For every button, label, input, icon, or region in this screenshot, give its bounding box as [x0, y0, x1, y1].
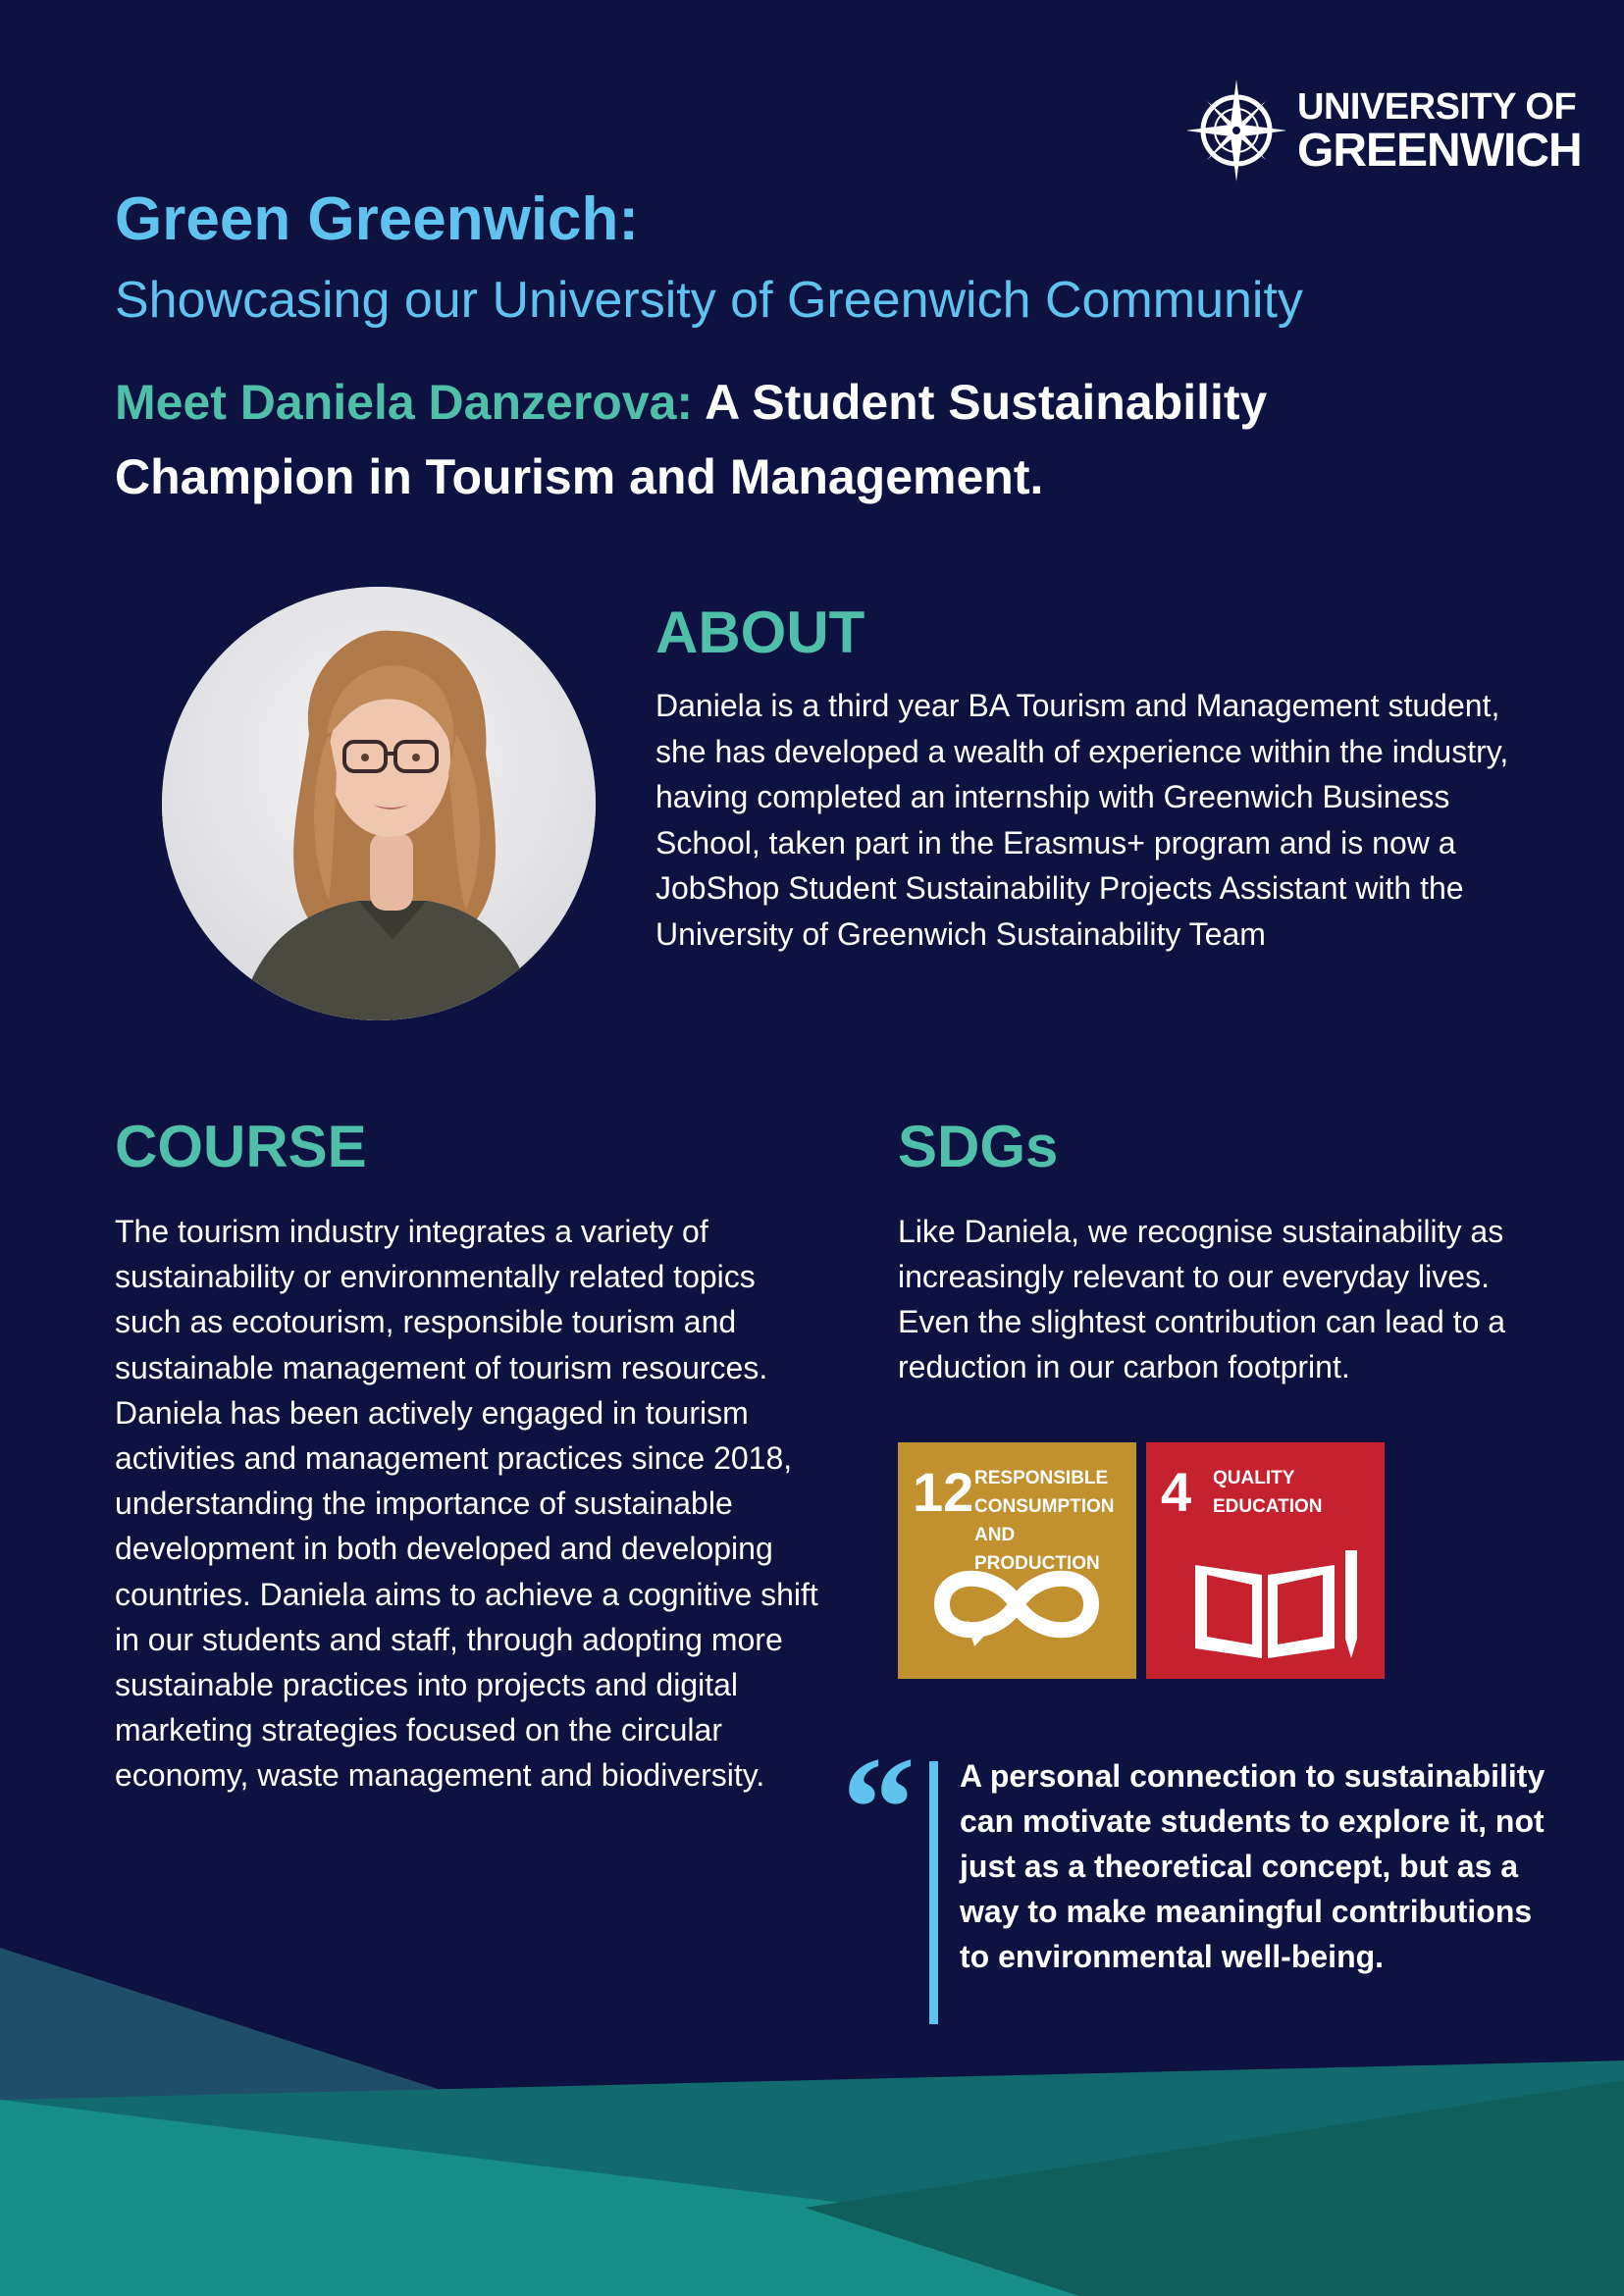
page-title: Green Greenwich:	[115, 185, 640, 253]
portrait-illustration	[162, 587, 596, 1020]
quote-mark-icon: “	[842, 1727, 916, 1890]
sdg-tile-4	[1146, 1442, 1385, 1679]
headline-description: A Student Sustainability Champion in Tourism and Management.	[115, 375, 1268, 504]
about-heading: ABOUT	[655, 600, 865, 665]
pull-quote: A personal connection to sustainability can motivate students to explore it, not just as a theoretical concept, but as a way to make meaningful contributions to environmental well-being.	[960, 1758, 1545, 1974]
course-heading: COURSE	[115, 1114, 367, 1179]
sdg-number: 4	[1161, 1461, 1192, 1523]
sdgs-heading: SDGs	[898, 1114, 1059, 1179]
about-text: Daniela is a third year BA Tourism and Management student, she has developed a wealth of experience within the industry, having completed an internship with Greenwich Business School, taken part in the Erasmus+ program and is now a JobShop Student Sustainability Projects Assistant with the University of Greenwich Sustainability Team	[655, 688, 1509, 952]
sdg-label: RESPONSIBLE CONSUMPTION AND PRODUCTION	[974, 1468, 1115, 1574]
logo-wordmark	[1297, 88, 1582, 175]
compass-star-icon	[1187, 77, 1285, 184]
sdgs-text: Like Daniela, we recognise sustainability as increasingly relevant to our everyday lives. Even the slightest contribution can lead to a reduction in our carbon footprint.	[898, 1214, 1506, 1384]
sdg-label: QUALITY EDUCATION	[1213, 1468, 1323, 1517]
infinity-arrow-icon	[898, 1540, 1136, 1668]
portrait-photo	[162, 587, 596, 1020]
feature-headline	[115, 365, 1390, 514]
logo-line-2: GREENWICH	[1297, 125, 1582, 177]
page-subtitle: Showcasing our University of Greenwich Community	[115, 272, 1303, 329]
logo-line-1: UNIVERSITY OF	[1297, 86, 1577, 128]
book-pencil-icon	[1146, 1540, 1385, 1668]
course-text: The tourism industry integrates a variety of sustainability or environmentally related topics such as ecotourism, responsible tourism and sustainable management of tourism resources. Daniela has been actively engaged in tourism activities and management practices since 2018, understanding the importance of sustainable development in both developed and developing countries. Daniela aims to achieve a cognitive shift in our students and staff, through adopting more sustainable practices into projects and digital marketing strategies focused on the circular economy, waste management and biodiversity.	[115, 1214, 818, 1794]
decorative-waves	[0, 1923, 1624, 2296]
sdg-number: 12	[913, 1461, 974, 1523]
headline-name: Meet Daniela Danzerova:	[115, 375, 694, 430]
university-logo	[1187, 77, 1582, 184]
sdg-tile-12	[898, 1442, 1136, 1679]
